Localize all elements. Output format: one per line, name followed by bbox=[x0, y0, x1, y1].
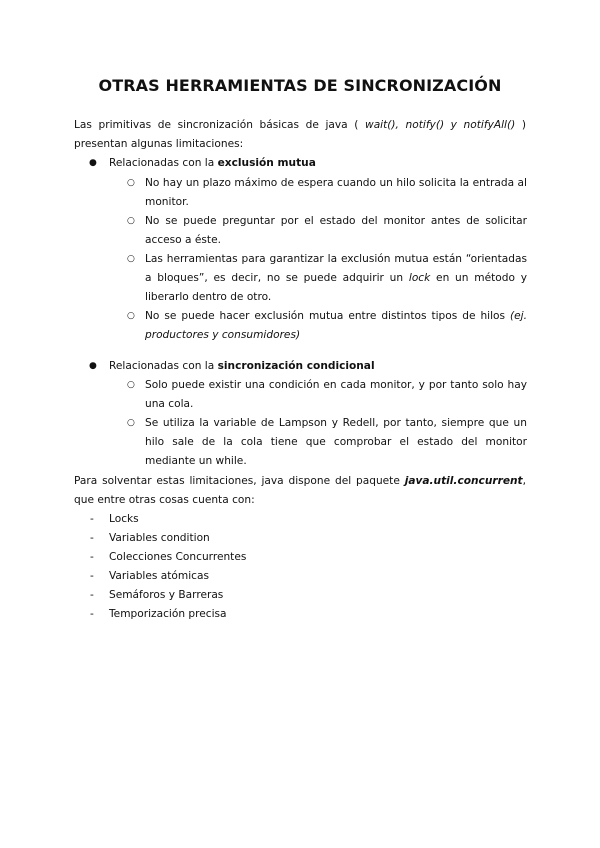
list-item bbox=[127, 414, 527, 471]
page-title: OTRAS HERRAMIENTAS DE SINCRONIZACIÓN bbox=[98, 76, 502, 95]
list-item-text-end: en un método y liberarlo dentro de otro. bbox=[145, 272, 527, 303]
list-item-text: No se puede preguntar por el estado del monitor antes de solicitar acceso a éste. bbox=[145, 215, 527, 246]
intro-text-start: Las primitivas de sincronización básicas de java ( bbox=[74, 119, 366, 131]
circle-bullet-icon: ○ bbox=[127, 216, 135, 226]
section-emphasis: sincronización condicional bbox=[217, 360, 375, 372]
tool-list-item bbox=[90, 605, 409, 624]
tool-list-item bbox=[90, 548, 409, 567]
tool-list-item bbox=[90, 586, 409, 605]
list-item-text: Solo puede existir una condición en cada monitor, y por tanto solo hay una cola. bbox=[145, 379, 527, 410]
tool-label: Variables condition bbox=[109, 532, 210, 544]
tool-label: Semáforos y Barreras bbox=[109, 589, 224, 601]
circle-bullet-icon: ○ bbox=[127, 418, 135, 428]
list-item bbox=[127, 212, 527, 250]
list-item-text: Se utiliza la variable de Lampson y Redell, por tanto, siempre que un hilo sale de la cola tiene que comprobar el estado del monitor mediante un while. bbox=[145, 417, 527, 467]
list-item bbox=[127, 250, 527, 307]
bullet-icon: ● bbox=[89, 158, 97, 168]
tool-list-item bbox=[90, 510, 409, 529]
section-label: Relacionadas con la bbox=[109, 360, 218, 372]
circle-bullet-icon: ○ bbox=[127, 380, 135, 390]
tool-label: Locks bbox=[109, 513, 139, 525]
circle-bullet-icon: ○ bbox=[127, 311, 135, 321]
tool-label: Temporización precisa bbox=[109, 608, 227, 620]
circle-bullet-icon: ○ bbox=[127, 254, 135, 264]
dash-bullet: - bbox=[90, 608, 94, 620]
list-item-text: No se puede hacer exclusión mutua entre distintos tipos de hilos bbox=[145, 310, 511, 322]
outro-paragraph bbox=[74, 472, 526, 510]
section-heading-mutual-exclusion bbox=[89, 154, 529, 173]
list-item-italic: lock bbox=[408, 272, 431, 284]
list-item bbox=[127, 376, 527, 414]
intro-paragraph bbox=[74, 116, 526, 154]
section-heading-conditional-sync bbox=[89, 357, 529, 376]
tool-list-item bbox=[90, 529, 409, 548]
list-item-text: Las herramientas para garantizar la exclusión mutua están “orientadas a bloques”, es decir, no se puede adquirir un bbox=[145, 253, 527, 284]
package-name: java.util.concurrent bbox=[404, 475, 523, 487]
tool-label: Colecciones Concurrentes bbox=[109, 551, 247, 563]
outro-text-end: , que entre otras cosas cuenta con: bbox=[74, 475, 526, 506]
dash-bullet: - bbox=[90, 532, 94, 544]
outro-text-start: Para solventar estas limitaciones, java dispone del paquete bbox=[74, 475, 405, 487]
list-item-text: No hay un plazo máximo de espera cuando un hilo solicita la entrada al monitor. bbox=[145, 177, 527, 208]
intro-methods: wait(), notify() y notifyAll() bbox=[365, 119, 516, 131]
tool-label: Variables atómicas bbox=[109, 570, 210, 582]
section-label: Relacionadas con la bbox=[109, 157, 218, 169]
dash-bullet: - bbox=[90, 513, 94, 525]
dash-bullet: - bbox=[90, 589, 94, 601]
list-item bbox=[127, 174, 527, 212]
section-emphasis: exclusión mutua bbox=[217, 157, 316, 169]
dash-bullet: - bbox=[90, 551, 94, 563]
bullet-icon: ● bbox=[89, 361, 97, 371]
list-item-italic: (ej. productores y consumidores) bbox=[145, 310, 527, 341]
dash-bullet: - bbox=[90, 570, 94, 582]
list-item bbox=[127, 307, 527, 345]
intro-text-end: ) presentan algunas limitaciones: bbox=[74, 119, 526, 150]
circle-bullet-icon: ○ bbox=[127, 178, 135, 188]
tool-list-item bbox=[90, 567, 409, 586]
